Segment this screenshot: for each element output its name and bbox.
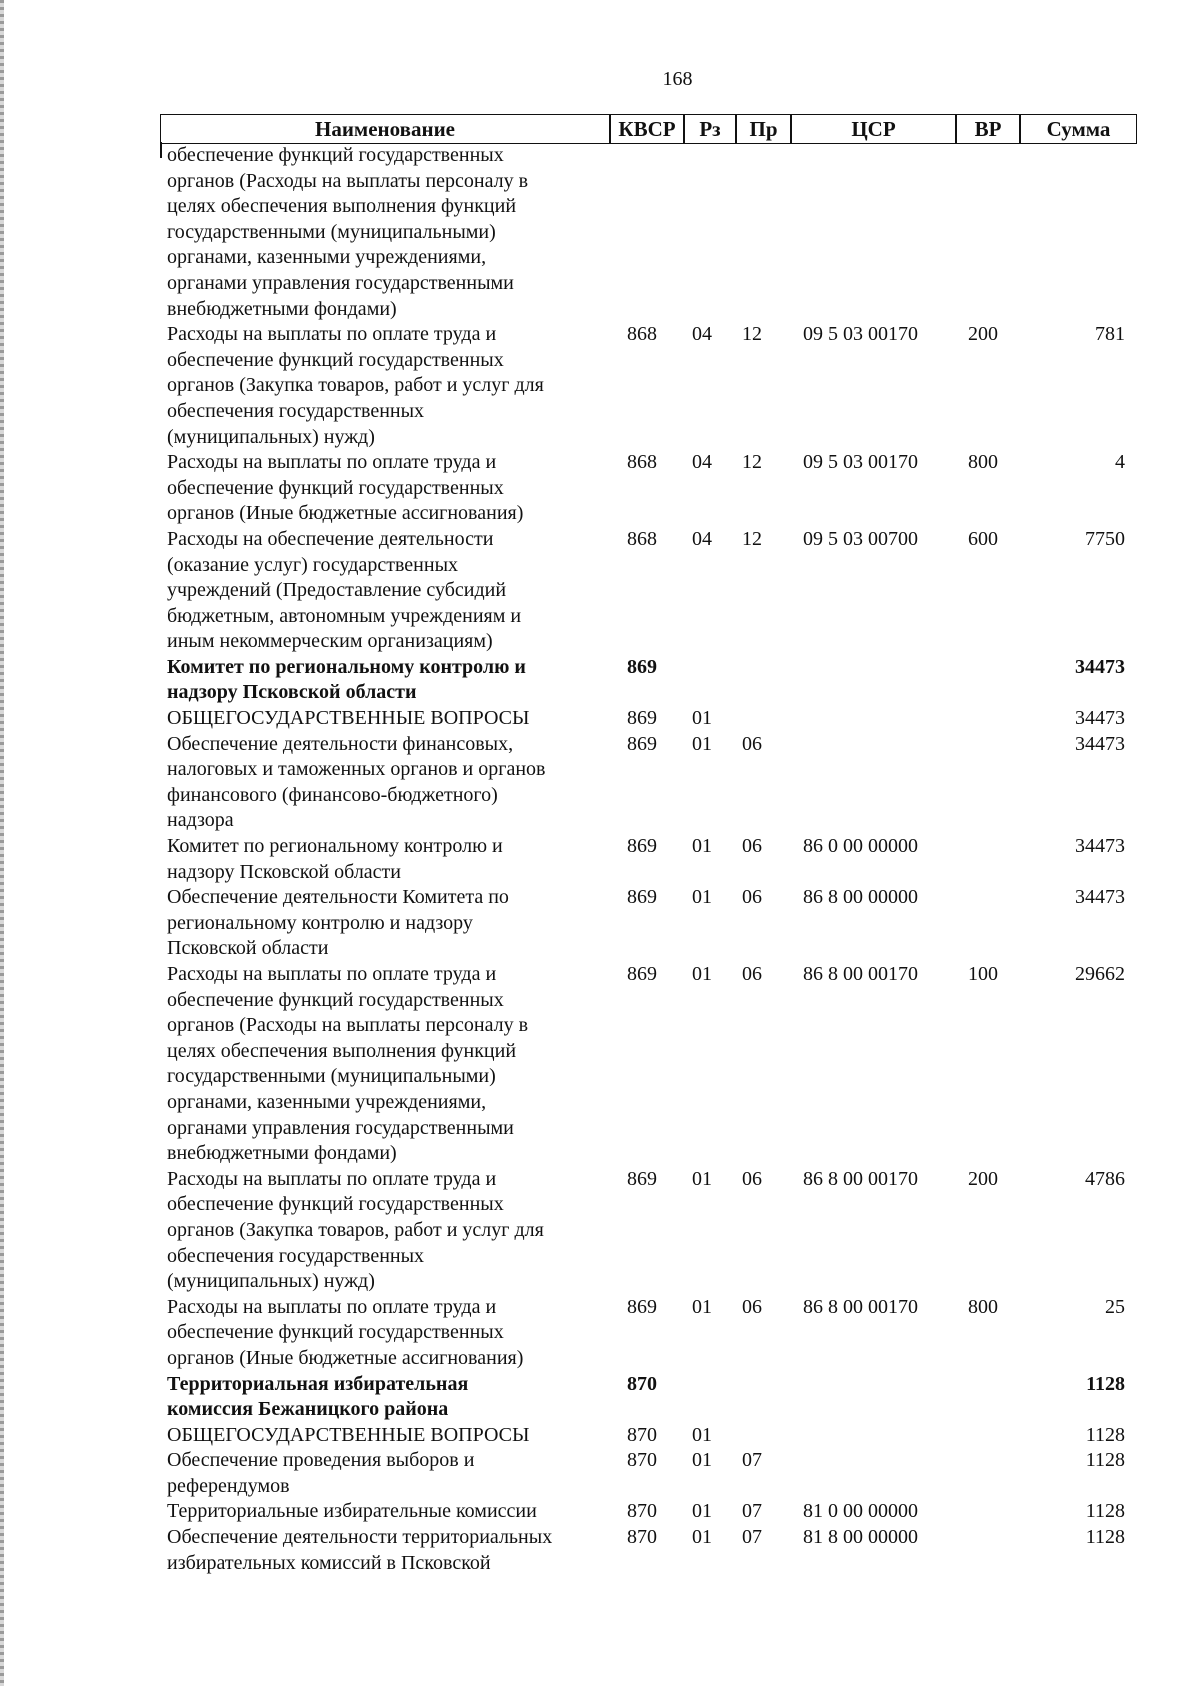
row-name-line: Обеспечение деятельности Комитета по	[167, 886, 509, 909]
row-name	[167, 885, 592, 962]
row-name	[167, 1525, 592, 1576]
row-name	[167, 322, 592, 450]
row-pr: 07	[742, 1500, 762, 1523]
row-name-line: налоговых и таможенных органов и органов	[167, 758, 546, 781]
row-sum: 25	[1105, 1295, 1125, 1318]
row-csr: 09 5 03 00170	[803, 323, 918, 346]
row-name	[167, 1448, 592, 1499]
row-name	[167, 527, 592, 655]
row-rz: 01	[692, 1500, 712, 1523]
row-rz: 01	[692, 963, 712, 985]
row-name-line: обеспечения государственных	[167, 1244, 425, 1267]
row-name-line: Комитет по региональному контролю и	[167, 655, 526, 678]
row-sum: 1128	[1085, 1423, 1125, 1446]
table-row	[0, 834, 1200, 885]
table-row	[0, 1167, 1200, 1295]
table-row	[0, 527, 1200, 655]
row-name-line: Территориальные избирательные комиссии	[167, 1500, 537, 1523]
row-name-line: (оказание услуг) государственных	[167, 553, 459, 576]
row-name-line: обеспечение функций государственных	[167, 476, 504, 499]
row-name-line: Территориальная избирательная	[167, 1372, 469, 1395]
row-sum: 1128	[1085, 1526, 1125, 1549]
header-csr: ЦСР	[851, 117, 896, 141]
row-name-line: Расходы на выплаты по оплате труда и	[167, 323, 497, 346]
row-rz: 04	[692, 323, 712, 346]
row-vr: 600	[968, 527, 998, 550]
row-name-line: обеспечение функций государственных	[167, 348, 504, 371]
header-rz: Рз	[699, 117, 721, 141]
row-name	[167, 143, 592, 322]
row-csr: 09 5 03 00700	[803, 527, 918, 550]
table-row	[0, 1423, 1200, 1449]
page-number: 168	[662, 68, 693, 90]
row-kvsr: 870	[627, 1372, 657, 1395]
row-name-line: органами, казенными учреждениями,	[167, 1090, 487, 1113]
row-name-line: Расходы на выплаты по оплате труда и	[167, 1295, 497, 1318]
row-name	[167, 450, 592, 527]
row-kvsr: 870	[627, 1423, 657, 1446]
row-pr: 06	[742, 835, 762, 858]
row-name-line: Обеспечение деятельности территориальных	[167, 1526, 553, 1549]
row-kvsr: 869	[627, 1167, 657, 1190]
row-name-line: органов (Расходы на выплаты персоналу в	[167, 169, 529, 192]
row-sum: 781	[1095, 323, 1125, 346]
row-name-line: органов (Закупка товаров, работ и услуг для	[167, 1218, 544, 1241]
row-sum: 1128	[1085, 1449, 1125, 1472]
row-name-line: обеспечение функций государственных	[167, 144, 504, 166]
row-name	[167, 1499, 592, 1525]
row-vr: 200	[968, 1167, 998, 1190]
row-name-line: (муниципальных) нужд)	[167, 425, 375, 448]
row-name-line: органов (Закупка товаров, работ и услуг для	[167, 374, 544, 397]
row-pr: 06	[742, 886, 762, 909]
row-name-line: Расходы на обеспечение деятельности	[167, 527, 494, 550]
row-rz: 01	[692, 1423, 712, 1446]
row-name-line: внебюджетными фондами)	[167, 1142, 397, 1165]
row-kvsr: 869	[627, 732, 657, 755]
row-name-line: государственными (муниципальными)	[167, 220, 496, 243]
row-rz: 01	[692, 1449, 712, 1472]
row-name-line: органов (Иные бюджетные ассигнования)	[167, 1346, 524, 1369]
row-name-line: обеспечение функций государственных	[167, 1321, 504, 1344]
row-vr: 200	[968, 323, 998, 346]
row-name	[167, 1423, 592, 1449]
row-csr: 86 8 00 00000	[803, 886, 918, 909]
row-rz: 01	[692, 1295, 712, 1318]
row-rz: 01	[692, 835, 712, 858]
row-rz: 01	[692, 1167, 712, 1190]
row-name-line: Расходы на выплаты по оплате труда и	[167, 451, 497, 474]
row-sum: 34473	[1075, 655, 1125, 678]
row-sum: 34473	[1075, 835, 1125, 858]
row-kvsr: 869	[627, 655, 657, 678]
row-name-line: комиссия Бежаницкого района	[167, 1398, 449, 1421]
row-pr: 06	[742, 1167, 762, 1190]
row-kvsr: 868	[627, 527, 657, 550]
row-kvsr: 869	[627, 963, 657, 985]
row-name-line: (муниципальных) нужд)	[167, 1270, 375, 1293]
row-rz: 01	[692, 886, 712, 909]
row-sum: 7750	[1085, 527, 1125, 550]
row-pr: 07	[742, 1449, 762, 1472]
row-name-line: целях обеспечения выполнения функций	[167, 1039, 517, 1062]
row-name-line: избирательных комиссий в Псковской	[167, 1551, 491, 1574]
row-sum: 1128	[1086, 1372, 1125, 1395]
row-kvsr: 869	[627, 886, 657, 909]
table-row	[0, 732, 1200, 834]
row-sum: 29662	[1075, 963, 1125, 985]
row-name	[167, 1372, 592, 1423]
row-name	[167, 706, 592, 732]
row-kvsr: 869	[627, 707, 657, 730]
row-name	[167, 834, 592, 885]
row-pr: 12	[742, 451, 762, 474]
table-row	[0, 655, 1200, 706]
row-csr: 09 5 03 00170	[803, 451, 918, 474]
row-sum: 34473	[1075, 732, 1125, 755]
row-name	[167, 1167, 592, 1295]
header-kvsr: КВСР	[618, 117, 676, 141]
table-row	[0, 1448, 1200, 1499]
table-row	[0, 1372, 1200, 1423]
row-name	[167, 962, 592, 1167]
row-name-line: Обеспечение проведения выборов и	[167, 1449, 475, 1472]
row-name-line: обеспечения государственных	[167, 399, 425, 422]
row-rz: 01	[692, 1526, 712, 1549]
row-vr: 100	[968, 963, 998, 985]
table-row	[0, 1525, 1200, 1576]
row-kvsr: 869	[627, 835, 657, 858]
row-name-line: надзора	[167, 809, 234, 832]
row-name-line: надзору Псковской области	[167, 860, 402, 883]
row-name-line: Обеспечение деятельности финансовых,	[167, 732, 514, 755]
row-kvsr: 870	[627, 1500, 657, 1523]
row-kvsr: 870	[627, 1449, 657, 1472]
row-name-line: внебюджетными фондами)	[167, 297, 397, 320]
row-name	[167, 1295, 592, 1372]
row-rz: 04	[692, 527, 712, 550]
row-name-line: государственными (муниципальными)	[167, 1065, 496, 1088]
row-sum: 1128	[1085, 1500, 1125, 1523]
row-name-line: учреждений (Предоставление субсидий	[167, 579, 507, 602]
row-name-line: ОБЩЕГОСУДАРСТВЕННЫЕ ВОПРОСЫ	[167, 707, 530, 730]
row-name-line: органами управления государственными	[167, 271, 514, 294]
row-pr: 06	[742, 963, 762, 985]
table-row	[0, 885, 1200, 962]
header-vr: ВР	[974, 117, 1002, 141]
row-rz: 04	[692, 451, 712, 474]
row-pr: 12	[742, 323, 762, 346]
row-csr: 86 8 00 00170	[803, 963, 918, 985]
row-sum: 4	[1115, 451, 1125, 474]
row-csr: 81 0 00 00000	[803, 1500, 918, 1523]
row-sum: 4786	[1085, 1167, 1125, 1190]
row-csr: 86 8 00 00170	[803, 1295, 918, 1318]
table-row	[0, 450, 1200, 527]
row-name	[167, 732, 592, 834]
row-name-line: Расходы на выплаты по оплате труда и	[167, 963, 497, 985]
row-name-line: региональному контролю и надзору	[167, 911, 473, 934]
row-name-line: финансового (финансово-бюджетного)	[167, 783, 498, 806]
row-name-line: обеспечение функций государственных	[167, 988, 504, 1011]
header-sum: Сумма	[1046, 117, 1111, 141]
row-csr: 86 8 00 00170	[803, 1167, 918, 1190]
row-name-line: ОБЩЕГОСУДАРСТВЕННЫЕ ВОПРОСЫ	[167, 1423, 530, 1446]
table-row	[0, 322, 1200, 450]
row-rz: 01	[692, 732, 712, 755]
row-name-line: референдумов	[167, 1474, 290, 1497]
row-name-line: органов (Иные бюджетные ассигнования)	[167, 502, 524, 525]
table-row	[0, 1295, 1200, 1372]
table-header	[160, 114, 1137, 144]
row-name-line: целях обеспечения выполнения функций	[167, 195, 517, 218]
row-csr: 81 8 00 00000	[803, 1526, 918, 1549]
table-row	[0, 1499, 1200, 1525]
row-pr: 06	[742, 732, 762, 755]
row-name-line: органами, казенными учреждениями,	[167, 246, 487, 269]
row-name-line: бюджетным, автономным учреждениям и	[167, 604, 522, 627]
row-name-line: органами управления государственными	[167, 1116, 514, 1139]
row-vr: 800	[968, 451, 998, 474]
row-kvsr: 870	[627, 1526, 657, 1549]
row-vr: 800	[968, 1295, 998, 1318]
table-row	[0, 143, 1200, 322]
table-row	[0, 962, 1200, 1167]
row-name-line: иным некоммерческим организациям)	[167, 630, 493, 653]
row-kvsr: 868	[627, 323, 657, 346]
header-pr: Пр	[749, 117, 778, 141]
table-body	[0, 143, 1200, 1576]
table-row	[0, 706, 1200, 732]
row-name-line: Комитет по региональному контролю и	[167, 835, 503, 858]
row-name-line: обеспечение функций государственных	[167, 1193, 504, 1216]
row-name-line: надзору Псковской области	[167, 681, 417, 704]
row-rz: 01	[692, 707, 712, 730]
row-name	[167, 655, 592, 706]
row-kvsr: 869	[627, 1295, 657, 1318]
row-name-line: Расходы на выплаты по оплате труда и	[167, 1167, 497, 1190]
row-sum: 34473	[1075, 886, 1125, 909]
row-pr: 06	[742, 1295, 762, 1318]
row-csr: 86 0 00 00000	[803, 835, 918, 858]
row-name-line: Псковской области	[167, 937, 329, 960]
row-sum: 34473	[1075, 707, 1125, 730]
row-kvsr: 868	[627, 451, 657, 474]
header-name: Наименование	[315, 117, 455, 141]
row-pr: 12	[742, 527, 762, 550]
row-name-line: органов (Расходы на выплаты персоналу в	[167, 1014, 529, 1037]
row-pr: 07	[742, 1526, 762, 1549]
